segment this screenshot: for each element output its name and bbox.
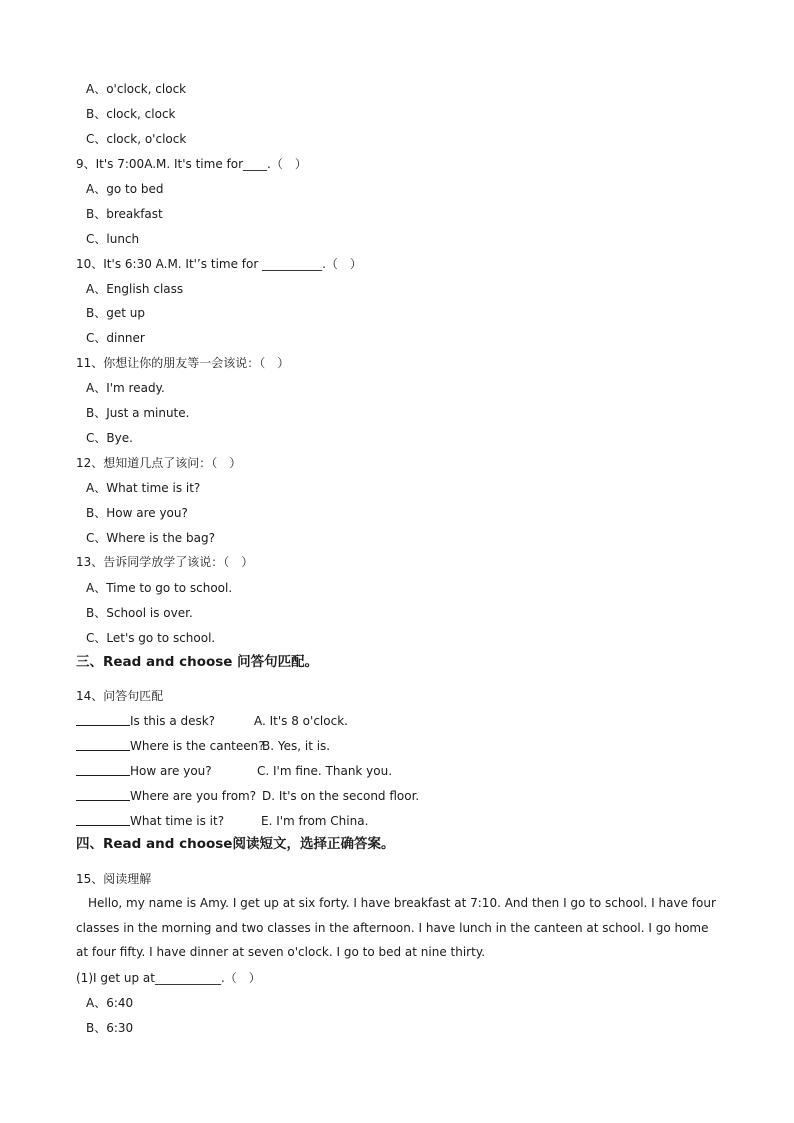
section-3-heading: 三、Read and choose 问答句匹配。 bbox=[76, 654, 319, 670]
q9-option-a: A、go to bed bbox=[86, 182, 164, 196]
q10-option-a: A、English class bbox=[86, 282, 184, 296]
match-row bbox=[76, 813, 224, 829]
match-question: Where is the canteen? bbox=[130, 739, 265, 753]
match-row bbox=[76, 713, 215, 729]
q13-option-c: C、Let's go to school. bbox=[86, 631, 216, 645]
answer-blank[interactable] bbox=[76, 763, 130, 776]
q13-stem: 13、告诉同学放学了该说：（ ） bbox=[76, 555, 254, 569]
q8-option-b: B、clock, clock bbox=[86, 107, 176, 121]
q10-option-c: C、dinner bbox=[86, 331, 145, 345]
answer-blank[interactable] bbox=[76, 788, 130, 801]
match-question: Is this a desk? bbox=[130, 714, 216, 728]
match-question: Where are you from? bbox=[130, 789, 257, 803]
reading-passage: Hello, my name is Amy. I get up at six forty. I have breakfast at 7:10. And then I go to school. I have four classes in the morning and two classes in the afternoon. I have lunch in the canteen at school. I go home at four fifty. I have dinner at seven o'clock. I go to bed at nine thirty. bbox=[76, 896, 716, 959]
section-4-heading: 四、Read and choose阅读短文，选择正确答案。 bbox=[76, 836, 395, 852]
match-answer: E. I'm from China. bbox=[261, 814, 369, 828]
match-row bbox=[76, 738, 265, 754]
q10-stem: 10、It's 6:30 A.M. It'’s time for __________.（ ） bbox=[76, 257, 362, 271]
answer-blank[interactable] bbox=[76, 738, 130, 751]
answer-blank[interactable] bbox=[76, 713, 130, 726]
q8-option-c: C、clock, o'clock bbox=[86, 132, 187, 146]
q9-option-c: C、lunch bbox=[86, 232, 140, 246]
q11-option-a: A、I'm ready. bbox=[86, 381, 165, 395]
q12-option-b: B、How are you? bbox=[86, 506, 188, 520]
q9-stem: 9、It's 7:00A.M. It's time for____.（ ） bbox=[76, 157, 307, 171]
match-question: How are you? bbox=[130, 764, 212, 778]
q15-sub1-stem: (1)I get up at___________.（ ） bbox=[76, 971, 261, 985]
q12-option-a: A、What time is it? bbox=[86, 481, 201, 495]
q14-stem: 14、问答句匹配 bbox=[76, 689, 164, 703]
match-question: What time is it? bbox=[130, 814, 225, 828]
q10-option-b: B、get up bbox=[86, 306, 145, 320]
q13-option-b: B、School is over. bbox=[86, 606, 193, 620]
q15-sub1-option-a: A、6:40 bbox=[86, 996, 134, 1010]
q11-option-c: C、Bye. bbox=[86, 431, 133, 445]
q15-sub1-option-b: B、6:30 bbox=[86, 1021, 134, 1035]
answer-blank[interactable] bbox=[76, 813, 130, 826]
match-row bbox=[76, 763, 212, 779]
match-answer: D. It's on the second floor. bbox=[262, 789, 420, 803]
match-answer: B. Yes, it is. bbox=[262, 739, 331, 753]
match-row bbox=[76, 788, 256, 804]
q12-stem: 12、想知道几点了该问：（ ） bbox=[76, 456, 242, 470]
q11-option-b: B、Just a minute. bbox=[86, 406, 190, 420]
q15-stem: 15、阅读理解 bbox=[76, 872, 152, 886]
q13-option-a: A、Time to go to school. bbox=[86, 581, 233, 595]
match-answer: A. It's 8 o'clock. bbox=[254, 714, 348, 728]
q9-option-b: B、breakfast bbox=[86, 207, 163, 221]
q11-stem: 11、你想让你的朋友等一会该说：（ ） bbox=[76, 356, 290, 370]
q12-option-c: C、Where is the bag? bbox=[86, 531, 215, 545]
match-answer: C. I'm fine. Thank you. bbox=[257, 764, 393, 778]
q8-option-a: A、o'clock, clock bbox=[86, 82, 187, 96]
